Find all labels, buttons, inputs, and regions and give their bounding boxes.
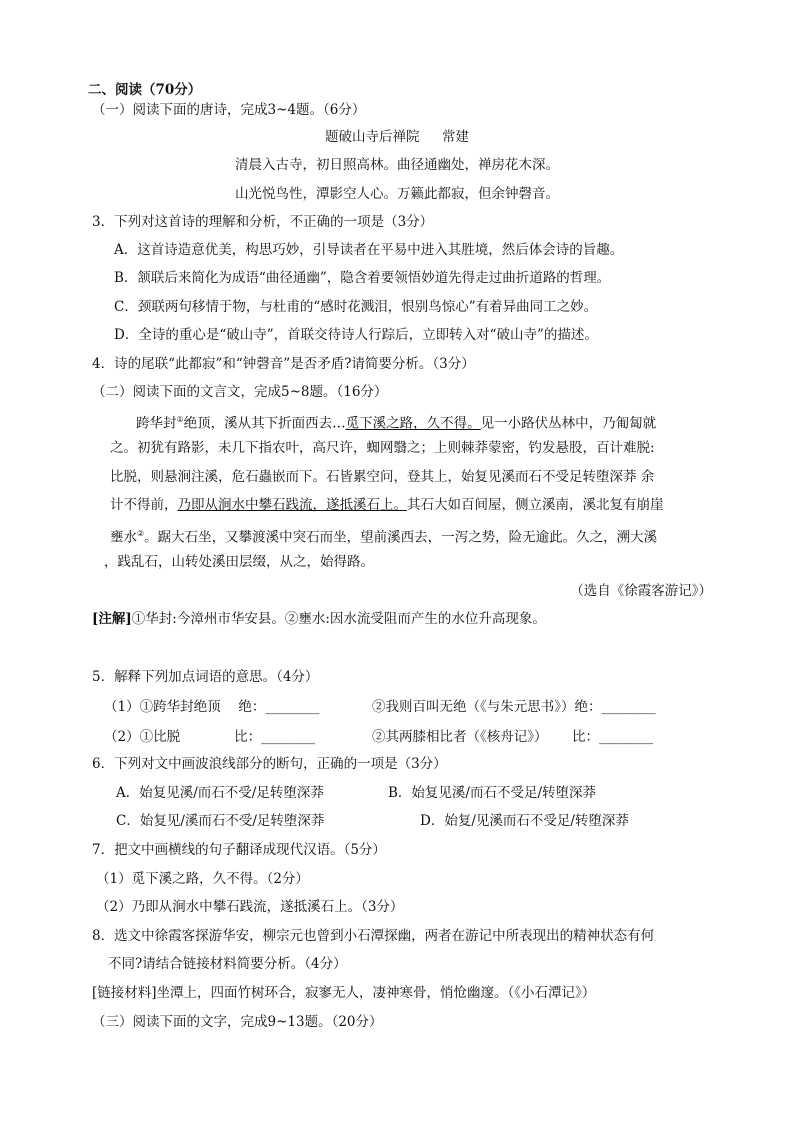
underlined-sentence-1: 觅下溪之路，久不得。 xyxy=(345,415,481,432)
note-label: [注解] xyxy=(92,611,132,627)
footnote-marker-1: ① xyxy=(176,415,184,424)
q3-option-c: C．颈联两句移情于物，与杜甫的“感时花溅泪，恨别鸟惊心”有着异曲同工之妙。 xyxy=(114,299,598,315)
passage-source: （选自《徐霞客游记》） xyxy=(570,583,712,599)
footnote-marker-2: ② xyxy=(137,529,145,538)
q5-row1-right: ②我则百叫无绝（《与朱元思书》）绝：________ xyxy=(372,699,656,715)
q3-stem: 3．下列对这首诗的理解和分析，不正确的一项是（3分） xyxy=(92,214,434,230)
q8-link-material: [链接材料]坐潭上，四面竹树环合，寂寥无人，凄神寒骨，悄怆幽邃。（《小石潭记》） xyxy=(92,985,596,1001)
q6-option-d: D．始复/见溪而石不受足/转堕深莽 xyxy=(420,813,629,829)
passage-line-2: 之。初犹有路影，未几下指农叶，高尺许，蜘网翳之；上则棘莽蒙密，钓发悬股，百计难脱: xyxy=(110,440,655,456)
q3-option-b: B．颔联后来简化为成语“曲径通幽”，隐含着要领悟妙道先得走过曲折道路的哲理。 xyxy=(114,270,611,286)
q5-row2-left: （2）①比脱 比：________ xyxy=(104,729,316,745)
poem-title-line xyxy=(0,127,794,147)
q6-option-a: A．始复见溪/而石不受/足转堕深莽 xyxy=(116,785,324,801)
q3-option-d: D．全诗的重心是“破山寺”，首联交待诗人行踪后，立即转入对“破山寺”的描述。 xyxy=(114,327,598,343)
section-heading: 二、阅读（70分） xyxy=(88,82,202,98)
q4-stem: 4．诗的尾联“此都寂”和“钟磬音”是否矛盾?请简要分析。（3分） xyxy=(92,356,475,372)
q6-stem: 6．下列对文中画波浪线部分的断句，正确的一项是（3分） xyxy=(92,756,447,772)
part2-intro: （二）阅读下面的文言文，完成5~8题。（16分） xyxy=(92,384,388,400)
q5-row1-left: （1）①跨华封绝顶 绝：________ xyxy=(104,699,320,715)
underlined-sentence-2: 乃即从涧水中攀石践流，遂抵溪石上。 xyxy=(177,497,407,513)
part3-intro: （三）阅读下面的文字，完成9~13题。（20分） xyxy=(92,1014,383,1030)
q6-option-c: C．始复见/溪而石不受/足转堕深莽 xyxy=(116,813,325,829)
q7-sentence-1: （1）觅下溪之路，久不得。（2分） xyxy=(96,871,309,887)
q7-stem: 7．把文中画横线的句子翻译成现代汉语。（5分） xyxy=(92,842,386,858)
passage-line-5: 壅水②。踞大石坐，又攀渡溪中突石而坐，望前溪西去，一泻之势，险无逾此。久之，溯大溪 xyxy=(110,529,658,546)
q8-stem-line-1: 8．选文中徐霞客探游华安，柳宗元也曾到小石潭探幽，两者在游记中所表现出的精神状态有何 xyxy=(92,928,655,944)
part1-intro: （一）阅读下面的唐诗，完成3~4题。（6分） xyxy=(92,102,366,118)
q3-option-a: A．这首诗造意优美，构思巧妙，引导读者在平易中进入其胜境，然后体会诗的旨趣。 xyxy=(114,242,624,258)
poem-author: 常建 xyxy=(442,129,470,145)
q6-option-b: B．始复见溪/而石不受足/转堕深莽 xyxy=(388,785,597,801)
passage-line-3: 比脱，则悬涧注溪，危石蟲嵌而下。石皆累空问，登其上，始复见溪而石不受足转堕深莽 余 xyxy=(110,469,655,485)
note-text: ①华封:今漳州市华安县。②壅水:因水流受阻而产生的水位升高现象。 xyxy=(131,611,546,627)
q8-stem-line-2: 不同?请结合链接材料简要分析。（4分） xyxy=(108,956,347,972)
q5-row2-right: ②其两膝相比者（《核舟记》） 比：________ xyxy=(372,729,654,745)
q7-sentence-2: （2）乃即从涧水中攀石践流，遂抵溪石上。（3分） xyxy=(96,899,404,915)
passage-note xyxy=(92,609,546,629)
poem-line-2: 山光悦鸟性，潭影空人心。万籁此都寂，但余钟磬音。 xyxy=(235,186,559,202)
q5-stem: 5．解释下列加点词语的意思。（4分） xyxy=(92,669,319,685)
passage-line-6: ，践乱石，山转处溪田层缀，从之，始得路。 xyxy=(104,554,374,570)
poem-line-1: 清晨入古寺，初日照高林。曲径通幽处，禅房花木深。 xyxy=(235,157,559,173)
passage-line-1: 跨华封①绝顶，溪从其下折面西去…觅下溪之路，久不得。见一小路伏丛林中，乃匍匐就 xyxy=(136,415,657,432)
poem-title: 题破山寺后禅院 xyxy=(324,129,420,145)
passage-line-4: 计不得前，乃即从涧水中攀石践流，遂抵溪石上。其石大如百间屋，侧立溪南，溪北复有崩崖 xyxy=(110,497,664,513)
